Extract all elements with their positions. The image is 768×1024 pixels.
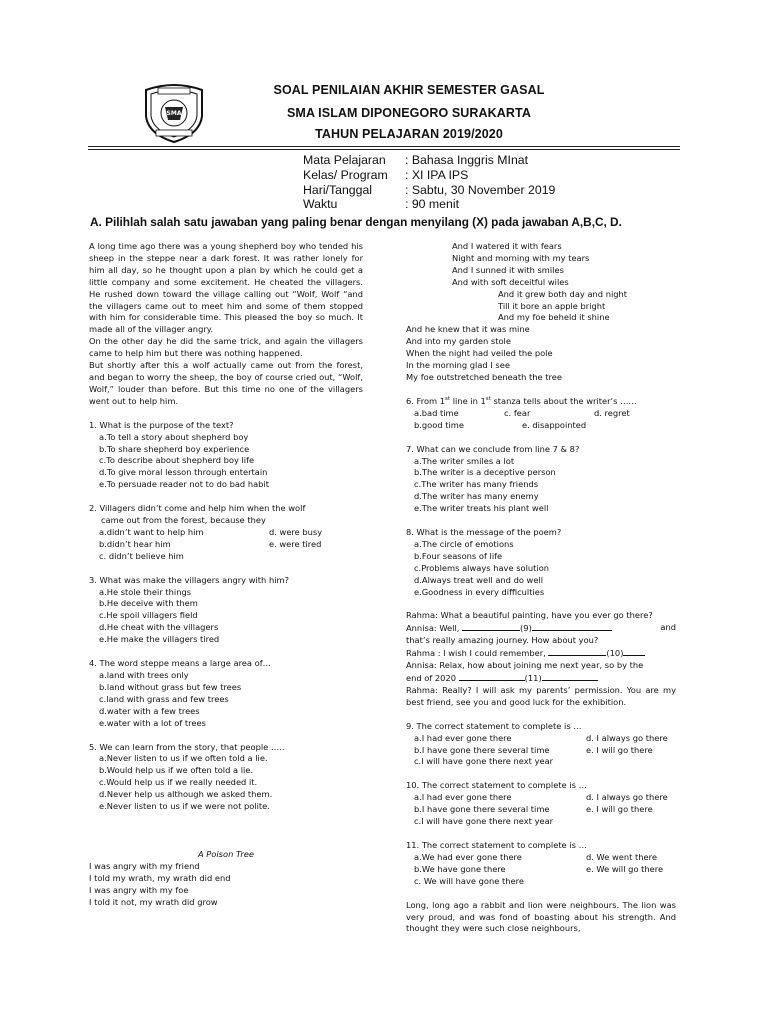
question-10: 10. The correct statement to complete is … a.I had ever gone there d. I always go there b.I have gone there several time e. I will go there c.I will have gone there next year <box>406 780 676 828</box>
option[interactable]: a.He stole their things <box>99 586 192 597</box>
option[interactable]: e. I will go there <box>586 804 653 815</box>
option[interactable]: a.I had ever gone there <box>414 792 512 803</box>
option[interactable]: b.didn’t hear him <box>99 538 171 549</box>
option[interactable]: e.Goodness in every difficulties <box>414 586 545 597</box>
question-3: 3. What was make the villagers angry with him? a.He stole their things b.He deceive with them c.He spoil villagers field d.He cheat with the villagers e.He make the villagers tired <box>89 575 363 646</box>
header-line-1: SOAL PENILAIAN AKHIR SEMESTER GASAL <box>273 83 545 97</box>
option[interactable]: d. We went there <box>586 851 657 862</box>
dialog: Rahma: What a beautiful painting, have you ever go there? Annisa: Well, (9) and that’s really amazing journey. How about you? Rahma : I wish I could remember, (10) Annisa: Relax, how about joining me next year, so by the end of 2020 (11) Rahma: Really? I will ask my parents’ permission. You are my best friend, see you and good luck for the exhibition. <box>406 610 676 707</box>
option[interactable]: e.water with a lot of trees <box>99 717 206 728</box>
option[interactable]: b.To share shepherd boy experience <box>99 443 250 454</box>
left-column <box>89 241 363 909</box>
option[interactable]: d.Always treat well and do well <box>414 574 544 585</box>
option[interactable]: b.land without grass but few trees <box>99 681 242 692</box>
header-rule-top <box>88 146 680 147</box>
option[interactable]: e.To persuade reader not to do bad habit <box>99 479 270 490</box>
option[interactable]: d. I always go there <box>586 792 668 803</box>
question-2: 2. Villagers didn’t come and help him when the wolf came out from the forest, because they a.didn’t want to help him d. were busy b.didn’t hear him e. were tired c. didn’t believe him <box>89 503 363 563</box>
option[interactable]: d. I always go there <box>586 732 668 743</box>
option[interactable]: d. were busy <box>269 526 323 537</box>
option[interactable]: e. were tired <box>269 538 322 549</box>
option[interactable]: b.good time <box>414 419 464 430</box>
option[interactable]: a.land with trees only <box>99 670 189 680</box>
question-6: 6. From 1st line in 1st stanza tells about the writer’s …… a.bad time c. fear d. regret b.good time e. disappointed <box>406 396 676 432</box>
option[interactable]: c.Would help us if we really needed it. <box>99 777 258 788</box>
option[interactable]: c.The writer has many friends <box>414 479 539 490</box>
story-paragraph: But shortly after this a wolf actually came out from the forest, and began to worry the sheep, the boy of course cried out, “Wolf, Wolf,” louder than before. But this time no one of the villagers went out to help him. <box>89 360 363 406</box>
question-9: 9. The correct statement to complete is … a.I had ever gone there d. I always go there b.I have gone there several time e. I will go there c.I will have gone there next year <box>406 721 676 769</box>
poem-left: A Poison Tree I was angry with my friend I told my wrath, my wrath did end I was angry with my foe I told it not, my wrath did grow <box>89 849 363 909</box>
option[interactable]: b.I have gone there several time <box>414 804 550 815</box>
question-8: 8. What is the message of the poem? a.The circle of emotions b.Four seasons of life c.Problems always have solution d.Always treat well and do well e.Goodness in every difficulties <box>406 527 676 598</box>
option[interactable]: d.To give moral lesson through entertain <box>99 467 268 478</box>
option[interactable]: a.The circle of emotions <box>414 538 514 549</box>
option[interactable]: e.He make the villagers tired <box>99 634 220 645</box>
option[interactable]: b.He deceive with them <box>99 598 198 609</box>
option[interactable]: b.The writer is a deceptive person <box>414 467 556 478</box>
option[interactable]: e.The writer treats his plant well <box>414 503 549 514</box>
option[interactable]: a.bad time <box>414 407 459 418</box>
option[interactable]: e. I will go there <box>586 744 653 755</box>
question-1: 1. What is the purpose of the text? a.To tell a story about shepherd boy b.To share shepherd boy experience c.To describe about shepherd boy life d.To give moral lesson through entertain e.To persuade reader not to do bad habit <box>89 420 363 491</box>
story-paragraph: Long, long ago a rabbit and lion were neighbours. The lion was very proud, and was fond of boasting about his strength. And thought they were such close neighbours, <box>406 899 676 934</box>
option[interactable]: c.I will have gone there next year <box>414 816 554 827</box>
option[interactable]: c. fear <box>504 407 531 418</box>
option[interactable]: d.He cheat with the villagers <box>99 622 219 633</box>
option[interactable]: b.We have gone there <box>414 863 506 874</box>
option[interactable]: d.water with a few trees <box>99 705 200 716</box>
question-5: 5. We can learn from the story, that people ….. a.Never listen to us if we often told a lie. b.Would help us if we often told a lie. c.Would help us if we really needed it. d.Never help us although we asked them. e.Never listen to us if we were not polite. <box>89 742 363 813</box>
option[interactable]: c.I will have gone there next year <box>414 756 554 767</box>
option[interactable]: c.land with grass and few trees <box>99 693 229 704</box>
question-11: 11. The correct statement to complete is … a.We had ever gone there d. We went there b.We have gone there e. We will go there c. We will have gone there <box>406 840 676 888</box>
option[interactable]: c.To describe about shepherd boy life <box>99 455 255 466</box>
section-a-instruction: A. Pilihlah salah satu jawaban yang paling benar dengan menyilang (X) pada jawaban A,B,C, D. <box>90 215 622 229</box>
option[interactable]: a.Never listen to us if we often told a lie. <box>99 753 268 764</box>
exam-meta: Mata Pelajaran : Bahasa Inggris MInat Kelas/ Program : XI IPA IPS Hari/Tanggal : Sabtu, 30 November 2019 Waktu : 90 menit <box>303 153 556 212</box>
story-paragraph: A long time ago there was a young shepherd boy who tended his sheep in the steppe near a dark forest. It was rather lonely for him all day, so he thought upon a plan by which he could get a little company and some excitement. He cheated the villagers. He rushed down toward the village calling out “Wolf, Wolf “and the villagers came out to meet him and some of them stopped with him for considerable time. This pleased the boy so much. It made all of the villager angry. <box>89 241 363 335</box>
option[interactable]: d.The writer has many enemy <box>414 491 539 502</box>
option[interactable]: b.Would help us if we often told a lie. <box>99 765 254 776</box>
header-line-2: SMA ISLAM DIPONEGORO SURAKARTA <box>287 106 531 120</box>
question-4: 4. The word steppe means a large area of… a.land with trees only b.land without grass but few trees c.land with grass and few trees d.water with a few trees e.water with a lot of trees <box>89 658 363 729</box>
option[interactable]: d.Never help us although we asked them. <box>99 789 273 800</box>
right-column <box>406 241 676 935</box>
option[interactable]: a.The writer smiles a lot <box>414 455 515 466</box>
option[interactable]: e. disappointed <box>522 419 587 430</box>
option[interactable]: c. We will have gone there <box>414 875 524 886</box>
poem-right: And I watered it with fears Night and morning with my tears And I sunned it with smiles And with soft deceitful wiles And it grew both day and night Till it bore an apple bright And my foe beheld it shine And he knew that it was mine And into my garden stole When the night had veiled the pole In the morning glad I see My foe outstretched beneath the tree <box>406 241 628 382</box>
option[interactable]: b.I have gone there several time <box>414 744 550 755</box>
option[interactable]: a.didn’t want to help him <box>99 526 204 537</box>
option[interactable]: b.Four seasons of life <box>414 550 503 561</box>
question-7: 7. What can we conclude from line 7 & 8? a.The writer smiles a lot b.The writer is a deceptive person c.The writer has many friends d.The writer has many enemy e.The writer treats his plant well <box>406 444 676 515</box>
option[interactable]: d. regret <box>594 407 630 418</box>
poem-title: A Poison Tree <box>197 848 255 859</box>
option[interactable]: c.Problems always have solution <box>414 562 550 573</box>
option[interactable]: a.I had ever gone there <box>414 732 512 743</box>
option[interactable]: e.Never listen to us if we were not polite. <box>99 801 270 812</box>
story-paragraph: On the other day he did the same trick, and again the villagers came to help him but there was nothing happened. <box>89 336 363 359</box>
option[interactable]: a.To tell a story about shepherd boy <box>99 431 249 442</box>
header-rule-bottom <box>88 149 680 150</box>
option[interactable]: c. didn’t believe him <box>99 550 184 561</box>
header-line-3: TAHUN PELAJARAN 2019/2020 <box>315 127 503 141</box>
option[interactable]: c.He spoil villagers field <box>99 610 198 621</box>
option[interactable]: a.We had ever gone there <box>414 851 522 862</box>
svg-text:SMA: SMA <box>166 110 182 117</box>
option[interactable]: e. We will go there <box>586 863 664 874</box>
